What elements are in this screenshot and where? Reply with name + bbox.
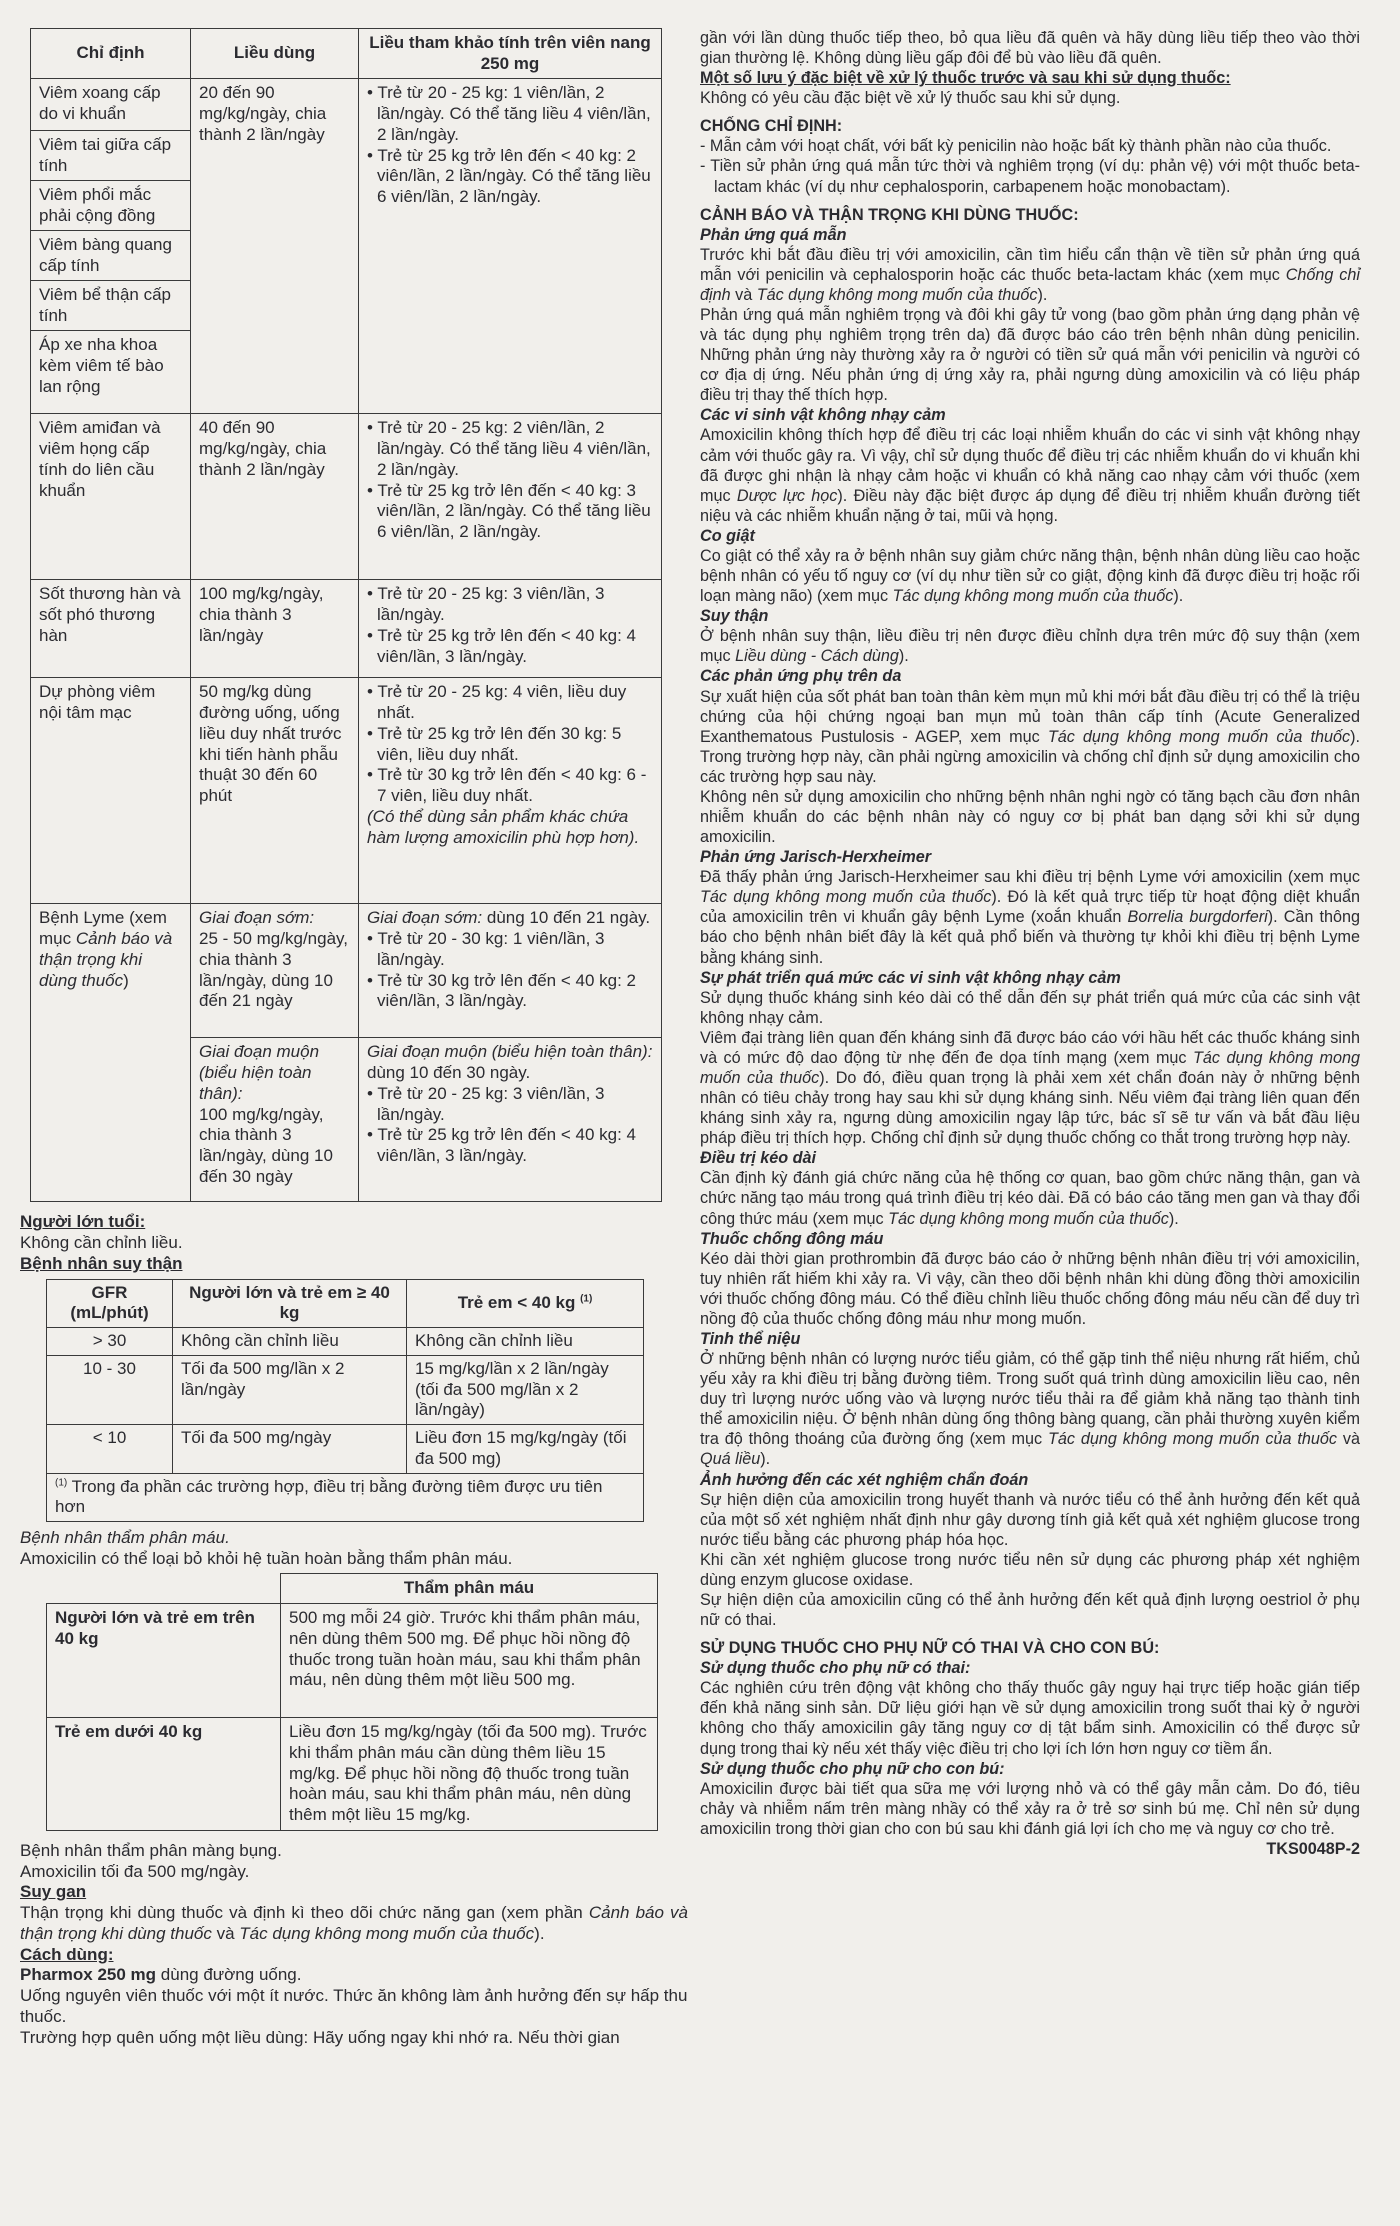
text-run: Trước khi bắt đầu điều trị với amoxicilin, cần tìm hiểu cẩn thận về tiền sử phản ứng quá mẫn với penicilin và cephalosporin hoặc các thuốc beta-lactam khác (xem mục <box>700 245 1360 284</box>
table-row <box>47 1425 644 1473</box>
dialysis-dose-cell: Liều đơn 15 mg/kg/ngày (tối đa 500 mg). Trước khi thẩm phân máu cần dùng thêm liều 15 mg/kg. Để phục hồi nồng độ thuốc trong tuần hoàn máu, sau khi thẩm phân máu, nên dùng thêm một liều 15 mg/kg. <box>281 1718 658 1831</box>
reference-bullet: • Trẻ từ 20 - 25 kg: 2 viên/lần, 2 lần/ngày. Có thể tăng liều 4 viên/lần, 2 lần/ngày. <box>367 418 651 479</box>
section-text: gần với lần dùng thuốc tiếp theo, bỏ qua liều đã quên và hãy dùng liều tiếp theo vào thời gian thường lệ. Không dùng liều gấp đôi để bù vào liều đã quên. <box>700 29 1360 68</box>
reference-bullet: • Trẻ từ 30 kg trở lên đến < 40 kg: 6 - 7 viên, liều duy nhất. <box>367 765 647 806</box>
reference-bullet: • Trẻ từ 25 kg trở lên đến < 40 kg: 3 viên/lần, 2 lần/ngày. Có thể tăng liều 6 viên/lần, 2 lần/ngày. <box>367 480 651 542</box>
section-text: Amoxicilin tối đa 500 mg/ngày. <box>20 1861 250 1881</box>
dose-cell: 40 đến 90 mg/kg/ngày, chia thành 2 lần/ngày <box>191 414 359 580</box>
subsection-title: Điều trị kéo dài <box>700 1149 817 1168</box>
subsection-title: Tinh thể niệu <box>700 1330 801 1348</box>
section-text: Sử dụng thuốc kháng sinh kéo dài có thể dẫn đến sự phát triển quá mức của các sinh vật không nhạy cảm. <box>700 988 1360 1027</box>
xref: Quá liều <box>700 1450 761 1469</box>
reference-bullet: • Trẻ từ 20 - 25 kg: 4 viên, liều duy nhất. <box>367 682 627 723</box>
section-title: Người lớn tuổi: <box>20 1212 146 1232</box>
reference-bullet: • Trẻ từ 25 kg trở lên đến < 40 kg: 2 viên/lần, 2 lần/ngày. Có thể tăng liều 6 viên/lần, 2 lần/ngày. <box>367 145 651 207</box>
text-run: và <box>211 1923 240 1943</box>
table-row <box>31 79 662 414</box>
section-text: Khi cần xét nghiệm glucose trong nước tiểu nên sử dụng các phương pháp xét nghiệm dùng enzym glucose oxidase. <box>700 1550 1360 1589</box>
section-text: Uống nguyên viên thuốc với một ít nước. Thức ăn không làm ảnh hưởng đến sự hấp thu thuốc. <box>20 1986 688 2026</box>
dose-text: 25 - 50 mg/kg/ngày, chia thành 3 lần/ngày, dùng 10 đến 21 ngày <box>199 929 348 1011</box>
child-cell: 15 mg/kg/lần x 2 lần/ngày (tối đa 500 mg/lần x 2 lần/ngày) <box>407 1355 644 1424</box>
text-run: ). Trong trường hợp này, cần phải ngừng amoxicilin và chống chỉ định sử dụng amoxicilin cho các trường hợp sau này. <box>700 727 1360 786</box>
col-header-indication: Chỉ định <box>31 29 191 79</box>
gfr-cell: > 30 <box>47 1328 173 1356</box>
section-text: Không có yêu cầu đặc biệt về xử lý thuốc sau khi sử dụng. <box>700 89 1121 108</box>
xref: Tác dụng không mong muốn của thuốc <box>1047 727 1351 746</box>
subsection-title: Ảnh hưởng đến các xét nghiệm chẩn đoán <box>700 1470 1029 1489</box>
reference-cell <box>359 580 662 678</box>
administration-section <box>20 1945 688 2049</box>
footnote-marker: (1) <box>55 1476 68 1488</box>
renal-dosing-table <box>46 1279 644 1522</box>
dose-cell: 20 đến 90 mg/kg/ngày, chia thành 2 lần/ngày <box>191 79 359 414</box>
peritoneal-section <box>20 1841 688 1882</box>
indication-cell: Sốt thương hàn và sốt phó thương hàn <box>31 580 191 678</box>
section-text: Amoxicilin có thể loại bỏ khỏi hệ tuần hoàn bằng thẩm phân máu. <box>20 1548 513 1568</box>
empty-header-cell <box>47 1574 281 1604</box>
section-text <box>700 626 1360 666</box>
subsection-title: Sử dụng thuốc cho phụ nữ cho con bú: <box>700 1759 1005 1778</box>
stage-label: Giai đoạn muộn (biểu hiện toàn thân): <box>367 1042 653 1062</box>
reference-bullet: • Trẻ từ 20 - 25 kg: 3 viên/lần, 3 lần/ngày. <box>367 1083 605 1124</box>
xref: Tác dụng không mong muốn của thuốc <box>892 587 1174 606</box>
text-run: Co giật có thể xảy ra ở bệnh nhân suy giảm chức năng thận, bệnh nhân dùng liều cao hoặc bệnh nhân có yếu tố nguy cơ (ví dụ như tiền sử co giật, động kinh đã được điều trị hoặc rối loạn màng não) (xem mục <box>700 546 1360 606</box>
right-column <box>700 28 1360 1859</box>
table-row <box>47 1718 658 1831</box>
section-text: Kéo dài thời gian prothrombin đã được báo cáo ở những bệnh nhân điều trị với amoxicilin, tuy nhiên rất hiếm khi xảy ra. Vì vậy, cần theo dõi bệnh nhân khi dùng đồng thời amoxicilin với thuốc chống đông máu. Có thể điều chỉnh liều thuốc chống đông máu nếu cần để duy trì nồng độ của thuốc chống đông máu như mong muốn. <box>700 1249 1360 1328</box>
table-row <box>47 1604 658 1718</box>
table-row <box>31 678 662 904</box>
hemodialysis-table <box>46 1573 658 1830</box>
child-cell: Liều đơn 15 mg/kg/ngày (tối đa 500 mg) <box>407 1425 644 1473</box>
text-run: ). <box>1168 1209 1179 1228</box>
text-run: Ở những bệnh nhân có lượng nước tiểu giảm, có thể gặp tinh thể niệu nhưng rất hiếm, chủ yếu xảy ra khi điều trị bằng đường tiêm. Trong suốt quá trình dùng amoxicilin liều cao, nên duy trì lượng nước uống vào và lượng nước tiểu thải ra để giảm khả năng tạo thành tinh thể amoxicilin niệu. Ở bệnh nhân dùng ống thông bàng quang, cần phải thường xuyên kiểm tra độ thông thoáng của đường ống (xem mục <box>700 1350 1360 1449</box>
indication-cell: Viêm tai giữa cấp tính <box>31 131 190 181</box>
reference-bullet: • Trẻ từ 20 - 25 kg: 1 viên/lần, 2 lần/ngày. Có thể tăng liều 4 viên/lần, 2 lần/ngày. <box>367 83 651 144</box>
section-text <box>700 1028 1360 1148</box>
indication-dosage-table <box>30 28 662 1202</box>
text-run: ). <box>760 1450 771 1469</box>
col-header-child <box>407 1279 644 1327</box>
text-run: Ở bệnh nhân suy thận, liều điều trị nên được điều chỉnh dựa trên mức độ suy thận (xem mục <box>700 627 1360 666</box>
indication-text: Bệnh Lyme (xem mục <box>39 908 167 949</box>
elderly-section <box>20 1212 688 1274</box>
hemodialysis-section <box>20 1528 688 1569</box>
subsection-title: Sử dụng thuốc cho phụ nữ có thai: <box>700 1659 971 1678</box>
document-code: TKS0048P-2 <box>1266 1839 1360 1858</box>
text-run: dùng đường uống. <box>156 1965 302 1985</box>
stage-label: Giai đoạn sớm: <box>367 908 483 928</box>
text-run: Viêm đại tràng liên quan đến kháng sinh đã được báo cáo với hầu hết các thuốc kháng sinh và có mức độ dao động từ nhẹ đến đe dọa tính mạng (xem mục <box>700 1028 1360 1067</box>
footnote-text: Trong đa phần các trường hợp, điều trị bằng đường tiêm được ưu tiên hơn <box>55 1476 603 1517</box>
xref: Tác dụng không mong muốn của thuốc <box>888 1209 1169 1228</box>
section-text <box>700 687 1360 787</box>
xref: Tác dụng không mong muốn của thuốc <box>239 1923 535 1943</box>
section-title: Bệnh nhân thẩm phân màng bụng. <box>20 1840 282 1860</box>
subsection-title: Phản ứng Jarisch-Herxheimer <box>700 848 932 867</box>
section-text: Không cần chỉnh liều. <box>20 1233 183 1253</box>
left-column <box>20 28 688 2048</box>
indication-text: ) <box>123 970 129 990</box>
subsection-title: Các vi sinh vật không nhạy cảm <box>700 406 946 425</box>
section-text: Sự hiện diện của amoxicilin cũng có thể ảnh hưởng đến kết quả định lượng oestriol ở phụ nữ có thai. <box>700 1591 1360 1630</box>
subsection-title: Co giật <box>700 526 755 545</box>
indication-cell: Áp xe nha khoa kèm viêm tế bào lan rộng <box>39 335 164 396</box>
reference-bullet: • Trẻ từ 20 - 30 kg: 1 viên/lần, 3 lần/ngày. <box>367 929 605 969</box>
text-run: Cần định kỳ đánh giá chức năng của hệ thống cơ quan, bao gồm chức năng thận, gan và chức năng tạo máu trong quá trình điều trị kéo dài. Đã có báo cáo tăng men gan và thay đổi công thức máu (xem mục <box>700 1169 1360 1228</box>
subsection-title: Các phản ứng phụ trên da <box>700 667 902 686</box>
table-row <box>47 1328 644 1356</box>
adult-cell: Tối đa 500 mg/lần x 2 lần/ngày <box>173 1355 407 1424</box>
reference-bullet: • Trẻ từ 25 kg trở lên đến < 40 kg: 4 viên/lần, 3 lần/ngày. <box>367 1125 636 1166</box>
reference-cell <box>359 79 662 414</box>
dose-cell <box>191 1038 359 1202</box>
text-run: Thận trọng khi dùng thuốc và định kì theo dõi chức năng gan (xem phần <box>20 1903 589 1923</box>
text-run: và <box>730 285 757 304</box>
xref: Tác dụng không mong muốn của thuốc <box>756 285 1038 304</box>
indication-group-1 <box>31 79 191 414</box>
reference-bullet: • Trẻ từ 25 kg trở lên đến < 40 kg: 4 viên/lần, 3 lần/ngày. <box>367 625 636 666</box>
xref: Tác dụng không mong muốn của thuốc <box>700 888 992 907</box>
col-header-adult: Người lớn và trẻ em ≥ 40 kg <box>173 1279 407 1327</box>
gfr-cell: < 10 <box>47 1425 173 1473</box>
xref: Chống chỉ định <box>700 265 1360 304</box>
section-title: Bệnh nhân suy thận <box>20 1253 183 1273</box>
section-title: Một số lưu ý đặc biệt về xử lý thuốc trước và sau khi sử dụng thuốc: <box>700 69 1231 88</box>
footnote-marker: (1) <box>580 1293 593 1305</box>
child-cell: Không cần chỉnh liều <box>407 1328 644 1356</box>
section-text: Trường hợp quên uống một liều dùng: Hãy uống ngay khi nhớ ra. Nếu thời gian <box>20 2027 620 2047</box>
section-text: Amoxicilin được bài tiết qua sữa mẹ với lượng nhỏ và có thể gây mẫn cảm. Do đó, tiêu chảy và nhiễm nấm trên màng nhầy có thể xảy ra ở trẻ sơ sinh bú mẹ. Chỉ nên sử dụng amoxicilin trong thời gian cho con bú sau khi đánh giá lợi ích cho mẹ và nguy cơ cho trẻ. <box>700 1779 1360 1838</box>
text-run: Sự xuất hiện của sốt phát ban toàn thân kèm mụn mủ khi mới bắt đầu điều trị có thể là triệu chứng của hội chứng ngoại ban mụn mủ toàn thân cấp tính (Acute Generalized Exanthematous Pustulosis - AGEP, xem mục <box>700 687 1360 746</box>
text-run: ). <box>1173 587 1184 606</box>
text-run: ). Do đó, điều quan trọng là phải xem xét chẩn đoán này ở những bệnh nhân có tiêu chảy trong hay sau khi sử dụng kháng sinh. Nếu viêm đại tràng liên quan đến kháng sinh xảy ra, ngưng dùng amoxicilin ngay lập tức, bác sĩ sẽ tư vấn và bắt đầu liệu pháp điều trị thích hợp. Chống chỉ định sử dụng thuốc chống co thắt trong trường hợp này. <box>700 1068 1361 1148</box>
section-text: Sự hiện diện của amoxicilin trong huyết thanh và nước tiểu có thể ảnh hưởng đến kết quả của một số xét nghiệm nhất định như gây dương tính giả kết quả xét nghiệm glucose trong nước tiểu bằng các phương pháp hóa học. <box>700 1490 1360 1549</box>
indication-cell: Viêm xoang cấp do vi khuẩn <box>31 79 190 131</box>
reference-cell <box>359 414 662 580</box>
product-name: Pharmox 250 mg <box>20 1965 157 1985</box>
dialysis-dose-cell: 500 mg mỗi 24 giờ. Trước khi thẩm phân máu, nên dùng thêm 500 mg. Để phục hồi nồng độ thuốc trong tuần hoàn máu, sau khi thẩm phân máu, nên dùng thêm một liều 500 mg. <box>281 1604 658 1718</box>
section-title: Suy gan <box>20 1882 87 1902</box>
text-run: và <box>1337 1430 1360 1449</box>
indication-cell: Dự phòng viêm nội tâm mạc <box>31 678 191 904</box>
gfr-cell: 10 - 30 <box>47 1355 173 1424</box>
section-text: Phản ứng quá mẫn nghiêm trọng và đôi khi gây tử vong (bao gồm phản ứng dạng phản vệ và tác dụng phụ nghiêm trọng trên da) đã được báo cáo trên bệnh nhân dùng penicilin. Những phản ứng này thường xảy ra ở người có tiền sử quá mẫn với penicilin và người có cơ địa dị ứng. Nếu phản ứng dị ứng xảy ra, phải ngưng dùng amoxicilin và có liệu pháp điều trị thay thế thích hợp. <box>700 306 1360 405</box>
hepatic-section <box>20 1882 688 1944</box>
section-text <box>20 1965 688 1986</box>
reference-cell <box>359 904 662 1038</box>
list-item: - Mẫn cảm với hoạt chất, với bất kỳ penicilin nào hoặc bất kỳ thành phần nào của thuốc. <box>700 137 1332 156</box>
text-run: ). Cần thông báo cho bệnh nhân biết đây là kết quả phổ biến và thường tự khỏi khi điều trị bệnh Lyme bằng kháng sinh. <box>700 908 1360 967</box>
xref: Tác dụng không mong muốn của thuốc <box>1047 1430 1338 1449</box>
text-run: ). Điều này đặc biệt được áp dụng để điều trị nhiễm khuẩn đường tiết niệu và các nhiễm khuẩn nặng ở tai, mũi và họng. <box>700 486 1360 525</box>
xref: Tác dụng không mong muốn của thuốc <box>700 1048 1360 1087</box>
text-run: ). <box>534 1923 545 1943</box>
section-text <box>700 245 1360 305</box>
table-row <box>47 1355 644 1424</box>
indication-xref: Cảnh báo và thận trọng khi dùng thuốc <box>39 929 173 990</box>
dose-cell: 50 mg/kg dùng đường uống, uống liều duy nhất trước khi tiến hành phẫu thuật 30 đến 60 phút <box>191 678 359 904</box>
section-title: Cách dùng: <box>20 1944 114 1964</box>
col-header-dose: Liều dùng <box>191 29 359 79</box>
text-run: ). Đó là kết quả trực tiếp từ hoạt động diệt khuẩn của amoxicilin trên vi khuẩn gây bệnh Lyme (xoắn khuẩn <box>700 888 1360 927</box>
section-text <box>700 546 1360 606</box>
table-row <box>31 580 662 678</box>
section-text <box>700 1349 1360 1469</box>
table-row <box>31 414 662 580</box>
text-run: ). <box>1037 285 1048 304</box>
indication-cell <box>31 904 191 1202</box>
indication-cell: Viêm bàng quang cấp tính <box>31 231 190 281</box>
indication-cell: Viêm bể thận cấp tính <box>31 281 190 331</box>
col-header-gfr: GFR (mL/phút) <box>47 1279 173 1327</box>
adult-cell: Tối đa 500 mg/ngày <box>173 1425 407 1473</box>
xref: Cảnh báo và thận trọng khi dùng thuốc <box>20 1903 689 1943</box>
section-text: Không nên sử dụng amoxicilin cho những bệnh nhân nghi ngờ có tăng bạch cầu đơn nhân nhiễm khuẩn do các bệnh nhân này có nguy cơ bị phát ban dạng sởi khi sử dụng amoxicilin. <box>700 787 1360 847</box>
table-row <box>47 1473 644 1521</box>
dose-text: 100 mg/kg/ngày, chia thành 3 lần/ngày, dùng 10 đến 30 ngày <box>199 1104 333 1186</box>
section-text <box>700 1168 1360 1228</box>
text-run: Amoxicilin không thích hợp để điều trị các loại nhiễm khuẩn do các vi sinh vật không nhạy cảm với thuốc gây ra. Vì vậy, chỉ sử dụng thuốc để điều trị các nhiễm khuẩn do vi khuẩn khi đã được ghi nhận là nhạy cảm hoặc vi khuẩn có khả năng cao nhạy cảm với thuốc (xem mục <box>700 426 1360 505</box>
section-title: Bệnh nhân thẩm phân máu. <box>20 1528 230 1548</box>
xref: Liều dùng - Cách dùng <box>735 647 899 666</box>
xref: Dược lực học <box>736 486 838 505</box>
stage-duration: dùng 10 đến 21 ngày. <box>482 908 651 928</box>
subsection-title: Sự phát triển quá mức các vi sinh vật không nhạy cảm <box>700 968 1121 987</box>
section-text <box>700 425 1360 525</box>
table-row <box>31 904 662 1038</box>
indication-cell: Viêm phổi mắc phải cộng đồng <box>31 181 190 231</box>
stage-label: Giai đoạn sớm: <box>199 908 315 928</box>
reference-note: (Có thể dùng sản phẩm khác chứa hàm lượng amoxicilin phù hợp hơn). <box>367 806 640 847</box>
subsection-title: Thuốc chống đông máu <box>700 1229 884 1248</box>
reference-cell <box>359 1038 662 1202</box>
reference-bullet: • Trẻ từ 25 kg trở lên đến 30 kg: 5 viên, liều duy nhất. <box>367 723 622 764</box>
subsection-title: Suy thận <box>700 607 769 626</box>
section-text: Các nghiên cứu trên động vật không cho thấy thuốc gây nguy hại trực tiếp hoặc gián tiếp đến khả năng sinh sản. Dữ liệu giới hạn về sử dụng amoxicilin trong suốt thai kỳ ở người không cho thấy amoxicilin gây tăng nguy cơ dị tật bẩm sinh. Amoxicilin có thể được sử dụng trong thai kỳ nếu xét thấy việc điều trị cho lợi ích lớn hơn nguy cơ tiềm ẩn. <box>700 1679 1360 1758</box>
dose-cell: 100 mg/kg/ngày, chia thành 3 lần/ngày <box>191 580 359 678</box>
dose-cell <box>191 904 359 1038</box>
patient-group-cell: Trẻ em dưới 40 kg <box>47 1718 281 1831</box>
stage-label: Giai đoạn muộn (biểu hiện toàn thân): <box>199 1042 320 1103</box>
list-item: - Tiền sử phản ứng quá mẫn tức thời và nghiêm trọng (ví dụ: phản vệ) với một thuốc beta-lactam khác (ví dụ như cephalosporin, carbapenem hoặc monobactam). <box>700 157 1360 196</box>
reference-bullet: • Trẻ từ 20 - 25 kg: 3 viên/lần, 3 lần/ngày. <box>367 584 605 625</box>
stage-duration: dùng 10 đến 30 ngày. <box>367 1063 531 1083</box>
text-run: Đã thấy phản ứng Jarisch-Herxheimer sau khi điều trị bệnh Lyme với amoxicilin (xem mục <box>700 868 1360 887</box>
species-name: Borrelia burgdorferi <box>1127 908 1268 927</box>
section-title: SỬ DỤNG THUỐC CHO PHỤ NỮ CÓ THAI VÀ CHO CON BÚ: <box>700 1639 1160 1658</box>
indication-cell: Viêm amiđan và viêm họng cấp tính do liên cầu khuẩn <box>31 414 191 580</box>
reference-bullet: • Trẻ từ 30 kg trở lên đến < 40 kg: 2 viên/lần, 3 lần/ngày. <box>367 970 636 1011</box>
footnote-cell <box>47 1473 644 1521</box>
col-header-dialysis: Thẩm phân máu <box>281 1574 658 1604</box>
subsection-title: Phản ứng quá mẫn <box>700 225 847 244</box>
section-text <box>700 867 1360 967</box>
text-run: ). <box>898 647 909 666</box>
patient-group-cell: Người lớn và trẻ em trên 40 kg <box>47 1604 281 1718</box>
section-title: CẢNH BÁO VÀ THẬN TRỌNG KHI DÙNG THUỐC: <box>700 205 1079 224</box>
header-text: Trẻ em < 40 kg <box>457 1293 576 1313</box>
section-text <box>20 1903 688 1944</box>
col-header-reference: Liều tham khảo tính trên viên nang 250 mg <box>359 29 662 79</box>
adult-cell: Không cần chỉnh liều <box>173 1328 407 1356</box>
reference-cell <box>359 678 662 904</box>
section-title: CHỐNG CHỈ ĐỊNH: <box>700 117 843 136</box>
